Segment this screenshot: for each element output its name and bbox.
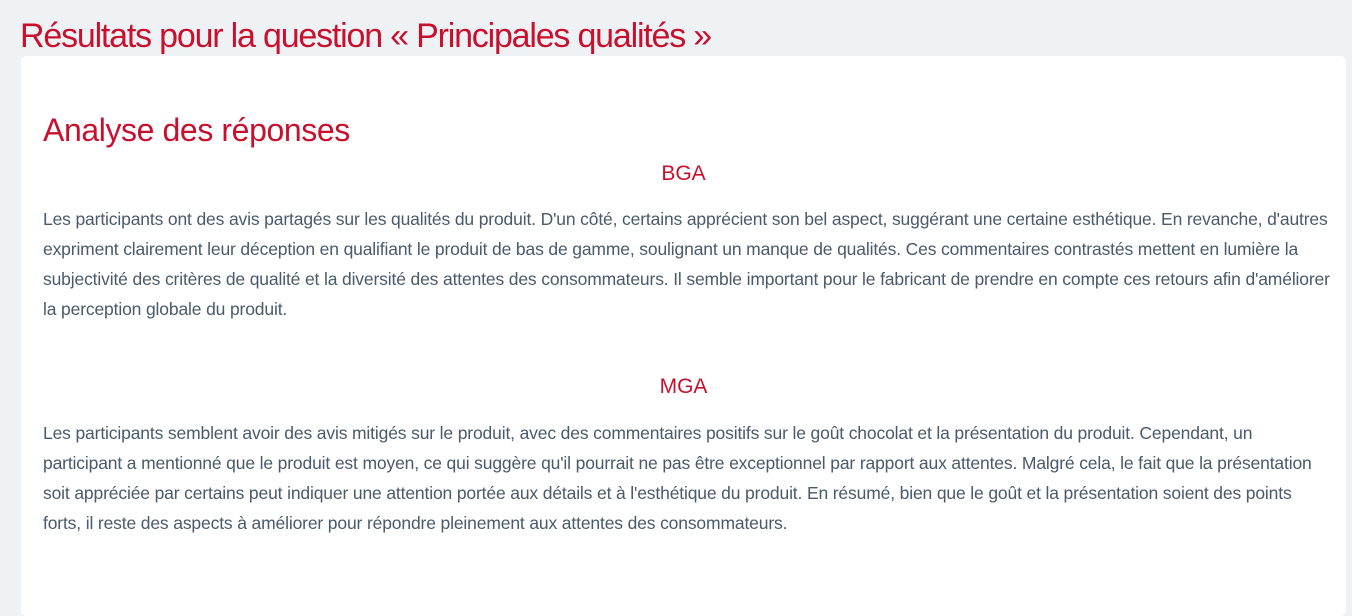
- group-text-bga: Les participants ont des avis partagés sur les qualités du produit. D'un côté, certains apprécient son bel aspect, suggérant une certaine esthétique. En revanche, d'autres expriment clairement leur déception en qualifiant le produit de bas de gamme, soulignant un manque de qualités. Ces commentaires contrastés mettent en lumière la subjectivité des critères de qualité et la diversité des attentes des consommateurs. Il semble important pour le fabricant de prendre en compte ces retours afin d'améliorer la perception globale du produit.: [43, 209, 1330, 319]
- group-text-mga: Les participants semblent avoir des avis mitigés sur le produit, avec des commentaires positifs sur le goût chocolat et la présentation du produit. Cependant, un participant a mentionné que le produit est moyen, ce qui suggère qu'il pourrait ne pas être exceptionnel par rapport aux attentes. Malgré cela, le fait que la présentation soit appréciée par certains peut indiquer une attention portée aux détails et à l'esthétique du produit. En résumé, bien que le goût et la présentation soient des points forts, il reste des aspects à améliorer pour répondre pleinement aux attentes des consommateurs.: [43, 423, 1312, 533]
- analysis-card: [21, 56, 1346, 616]
- section-heading: Analyse des réponses: [43, 112, 350, 148]
- group-title-mga: MGA: [659, 375, 708, 398]
- group-title-bga: BGA: [661, 162, 706, 185]
- page-title: Résultats pour la question « Principales qualités »: [20, 17, 712, 55]
